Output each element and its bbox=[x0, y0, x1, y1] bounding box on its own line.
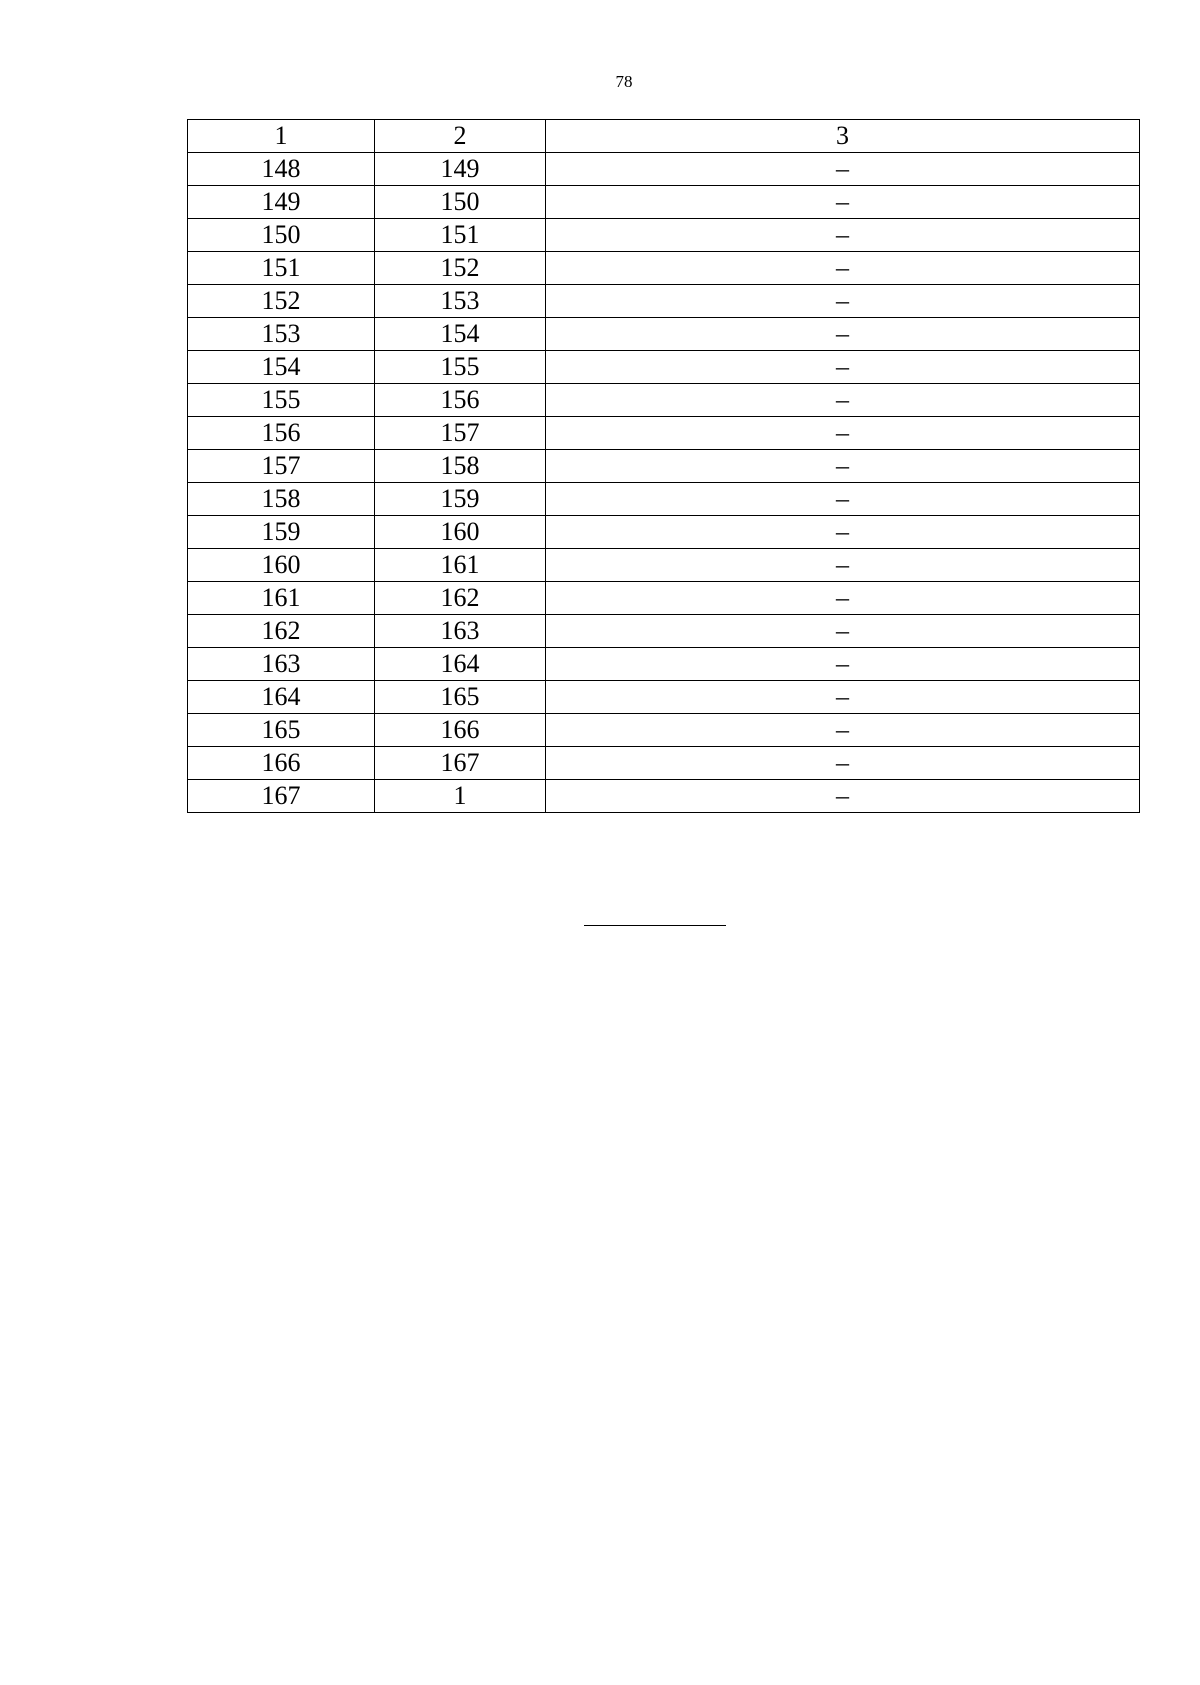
table-body bbox=[188, 153, 1140, 813]
cell-to: 159 bbox=[375, 483, 546, 516]
table-row bbox=[188, 483, 1140, 516]
cell-value: – bbox=[546, 714, 1140, 747]
table-row bbox=[188, 186, 1140, 219]
cell-value: – bbox=[546, 450, 1140, 483]
cell-to: 150 bbox=[375, 186, 546, 219]
cell-value: – bbox=[546, 417, 1140, 450]
table-row bbox=[188, 714, 1140, 747]
cell-to: 151 bbox=[375, 219, 546, 252]
cell-from: 156 bbox=[188, 417, 375, 450]
cell-from: 150 bbox=[188, 219, 375, 252]
column-header-3: 3 bbox=[546, 120, 1140, 153]
header-row bbox=[188, 120, 1140, 153]
table-row bbox=[188, 747, 1140, 780]
cell-value: – bbox=[546, 780, 1140, 813]
cell-to: 153 bbox=[375, 285, 546, 318]
cell-value: – bbox=[546, 153, 1140, 186]
table-row bbox=[188, 516, 1140, 549]
cell-to: 162 bbox=[375, 582, 546, 615]
cell-value: – bbox=[546, 648, 1140, 681]
cell-to: 154 bbox=[375, 318, 546, 351]
table-row bbox=[188, 318, 1140, 351]
table-row bbox=[188, 153, 1140, 186]
cell-from: 152 bbox=[188, 285, 375, 318]
table-row bbox=[188, 780, 1140, 813]
cell-from: 149 bbox=[188, 186, 375, 219]
cell-value: – bbox=[546, 516, 1140, 549]
cell-to: 167 bbox=[375, 747, 546, 780]
cell-from: 163 bbox=[188, 648, 375, 681]
table-row bbox=[188, 681, 1140, 714]
cell-value: – bbox=[546, 747, 1140, 780]
cell-from: 157 bbox=[188, 450, 375, 483]
table-row bbox=[188, 549, 1140, 582]
cell-value: – bbox=[546, 582, 1140, 615]
table-row bbox=[188, 351, 1140, 384]
cell-value: – bbox=[546, 483, 1140, 516]
cell-value: – bbox=[546, 384, 1140, 417]
table-row bbox=[188, 219, 1140, 252]
cell-to: 1 bbox=[375, 780, 546, 813]
cell-value: – bbox=[546, 318, 1140, 351]
cell-value: – bbox=[546, 285, 1140, 318]
cell-value: – bbox=[546, 681, 1140, 714]
cell-to: 161 bbox=[375, 549, 546, 582]
cell-to: 164 bbox=[375, 648, 546, 681]
cell-to: 160 bbox=[375, 516, 546, 549]
cell-from: 167 bbox=[188, 780, 375, 813]
cell-value: – bbox=[546, 351, 1140, 384]
cell-from: 154 bbox=[188, 351, 375, 384]
cell-from: 166 bbox=[188, 747, 375, 780]
table-row bbox=[188, 582, 1140, 615]
cell-to: 152 bbox=[375, 252, 546, 285]
cell-from: 155 bbox=[188, 384, 375, 417]
column-header-1: 1 bbox=[188, 120, 375, 153]
cell-value: – bbox=[546, 186, 1140, 219]
table-row bbox=[188, 252, 1140, 285]
cell-to: 166 bbox=[375, 714, 546, 747]
table-row bbox=[188, 285, 1140, 318]
table-row bbox=[188, 450, 1140, 483]
cell-to: 155 bbox=[375, 351, 546, 384]
page-number: 78 bbox=[615, 72, 633, 91]
cell-value: – bbox=[546, 252, 1140, 285]
cell-value: – bbox=[546, 615, 1140, 648]
cell-to: 165 bbox=[375, 681, 546, 714]
cell-to: 149 bbox=[375, 153, 546, 186]
cell-from: 159 bbox=[188, 516, 375, 549]
cell-value: – bbox=[546, 219, 1140, 252]
cell-from: 162 bbox=[188, 615, 375, 648]
data-table bbox=[187, 119, 1140, 813]
cell-from: 161 bbox=[188, 582, 375, 615]
cell-from: 165 bbox=[188, 714, 375, 747]
cell-from: 153 bbox=[188, 318, 375, 351]
column-header-2: 2 bbox=[375, 120, 546, 153]
table-row bbox=[188, 417, 1140, 450]
cell-to: 156 bbox=[375, 384, 546, 417]
cell-value: – bbox=[546, 549, 1140, 582]
cell-from: 151 bbox=[188, 252, 375, 285]
cell-from: 148 bbox=[188, 153, 375, 186]
table-row bbox=[188, 384, 1140, 417]
cell-from: 158 bbox=[188, 483, 375, 516]
table-header bbox=[188, 120, 1140, 153]
cell-from: 164 bbox=[188, 681, 375, 714]
footnote-divider bbox=[584, 925, 726, 926]
table-row bbox=[188, 615, 1140, 648]
cell-to: 158 bbox=[375, 450, 546, 483]
cell-from: 160 bbox=[188, 549, 375, 582]
table-row bbox=[188, 648, 1140, 681]
cell-to: 163 bbox=[375, 615, 546, 648]
cell-to: 157 bbox=[375, 417, 546, 450]
